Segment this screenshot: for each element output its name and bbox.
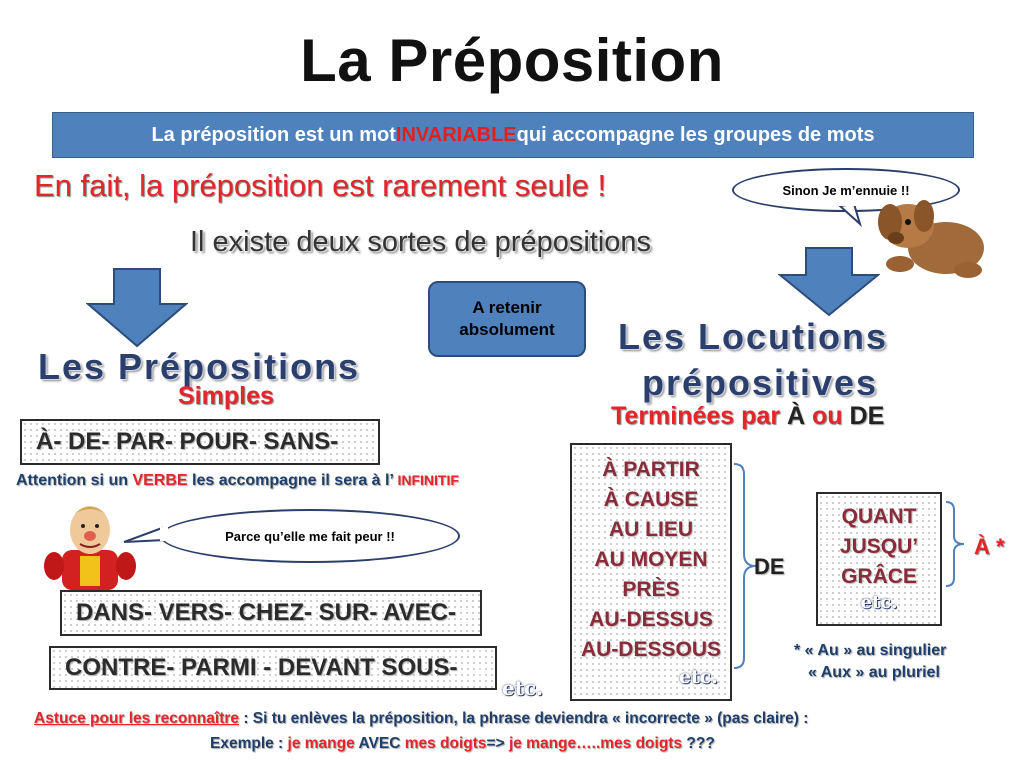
exemple-p2: mes doigts [400, 735, 487, 752]
de-locution-item: PRÈS [622, 578, 680, 601]
attention-infinitif: INFINITIF [397, 472, 459, 488]
simple-etc: etc. [502, 676, 544, 700]
speech-bubble-clown [160, 509, 460, 563]
a-etc: etc. [860, 592, 898, 613]
locutions-sub-ou: ou [805, 402, 850, 430]
speech-bubble-dog-text: Sinon Je m’ennuie !! [782, 182, 910, 198]
arrow-down-icon-right [778, 247, 880, 317]
locutions-sub-a: À [787, 402, 806, 430]
astuce-line [34, 710, 808, 728]
locutions-sub-de: DE [849, 402, 885, 430]
note-plural: « Aux » au pluriel [808, 664, 940, 681]
simple-subheading: Simples [178, 382, 274, 410]
attention-text-mid: les accompagne il sera à l’ [187, 472, 398, 489]
locutions-sub-text: Terminées par [611, 402, 788, 430]
de-locution-item: À PARTIR [602, 458, 700, 481]
banner-invariable: INVARIABLE [395, 123, 517, 146]
a-locution-item: JUSQU’ [839, 535, 919, 558]
a-label: À * [974, 534, 1005, 559]
brace-icon-a [944, 500, 968, 588]
simple-prepositions-row3 [49, 646, 497, 690]
de-locutions-box [570, 443, 732, 701]
locutions-subheading [611, 402, 884, 431]
exemple-q: ??? [682, 735, 715, 752]
row3-text: CONTRE- PARMI - DEVANT SOUS- [65, 654, 458, 681]
locutions-heading-line1: Les Locutions [618, 316, 889, 357]
definition-banner [52, 112, 974, 158]
attention-verbe: VERBE [132, 472, 188, 489]
simple-prepositions-row1 [20, 419, 380, 465]
row2-text: DANS- VERS- CHEZ- SUR- AVEC- [76, 599, 457, 626]
de-locution-item: AU-DESSOUS [580, 638, 722, 661]
a-locution-item: QUANT [841, 505, 917, 528]
two-kinds-text: Il existe deux sortes de prépositions [190, 226, 652, 258]
astuce-text: : Si tu enlèves la préposition, la phrase deviendra « incorrecte » (pas claire) : [239, 710, 809, 727]
de-etc: etc. [678, 666, 718, 688]
de-locution-item: À CAUSE [603, 488, 699, 511]
rarely-alone-text: En fait, la préposition est rarement seule ! [34, 168, 607, 203]
row1-text: À- DE- PAR- POUR- SANS- [36, 428, 339, 455]
exemple-p1: je mange [287, 735, 359, 752]
astuce-label: Astuce pour les reconnaître [34, 710, 240, 727]
de-label: DE [754, 554, 785, 579]
simple-prepositions-heading: Les Prépositions [38, 346, 361, 387]
a-retenir-box: A retenir absolument [428, 281, 586, 357]
banner-text-start: La préposition est un mot [151, 123, 396, 146]
simple-prepositions-row2 [60, 590, 482, 636]
exemple-arrow: => [486, 735, 509, 752]
exemple-label: Exemple : [210, 735, 288, 752]
note-singular: * « Au » au singulier [794, 642, 947, 659]
banner-text-end: qui accompagne les groupes de mots [516, 123, 875, 146]
exemple-avec: AVEC [358, 735, 401, 752]
a-locution-item: GRÂCE [841, 565, 917, 588]
a-locutions-box [816, 492, 942, 626]
attention-text-start: Attention si un [16, 472, 133, 489]
attention-line [16, 472, 459, 490]
speech-bubble-clown-text: Parce qu’elle me fait peur !! [225, 528, 395, 544]
de-locution-item: AU MOYEN [594, 548, 708, 571]
locutions-heading-line2: prépositives [642, 362, 879, 403]
exemple-p3: je mange…..mes doigts [508, 735, 683, 752]
page-title: La Préposition [300, 27, 724, 94]
arrow-down-icon [86, 268, 188, 348]
de-locution-item: AU LIEU [609, 518, 693, 541]
bubble-tail-icon-left [120, 522, 170, 552]
dog-icon [868, 186, 988, 282]
exemple-line [210, 735, 715, 753]
de-locution-item: AU-DESSUS [589, 608, 713, 631]
